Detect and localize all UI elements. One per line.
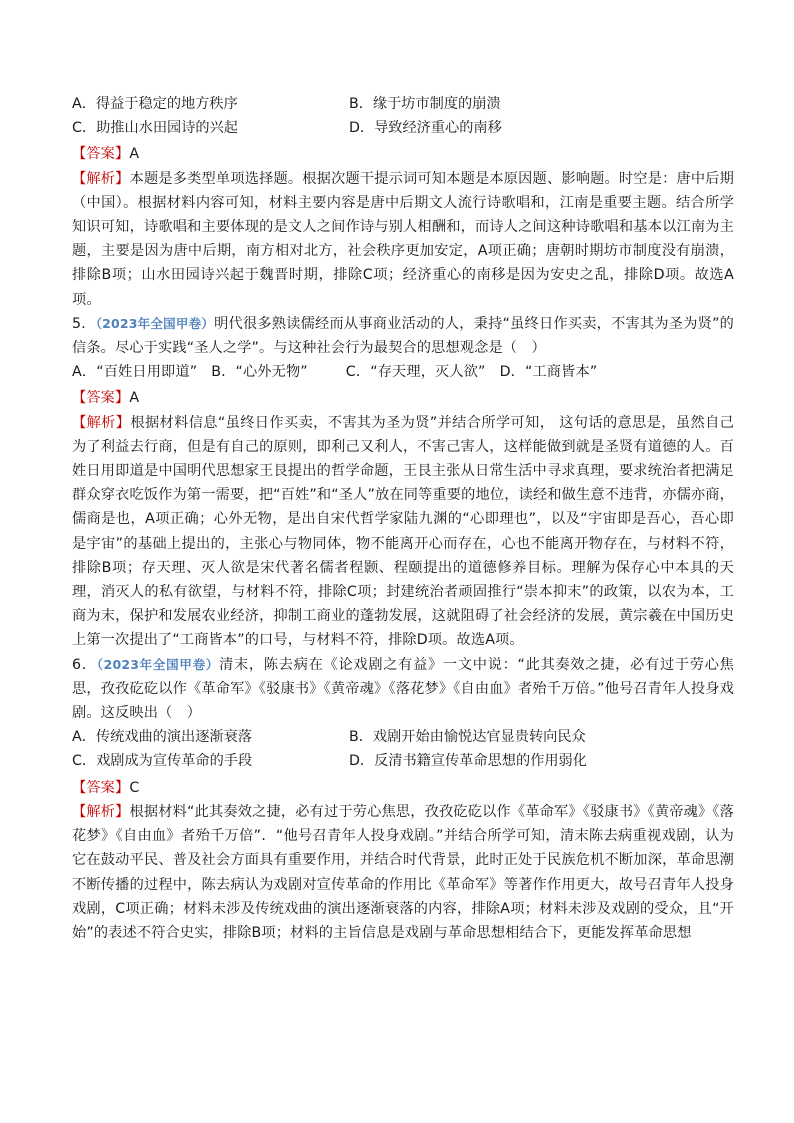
q5-answer [72, 386, 734, 410]
answer-value: A [129, 390, 140, 407]
answer-value: C [129, 779, 140, 796]
q4-options-row-1 [72, 92, 734, 116]
answer-value: A [129, 146, 140, 163]
q6-analysis [72, 800, 734, 945]
q4-analysis [72, 167, 734, 312]
question-number: 6． [72, 656, 97, 673]
analysis-tag: 【解析】 [72, 414, 131, 431]
q4-option-b: B．缘于坊市制度的崩溃 [349, 96, 501, 112]
analysis-text: 本题是多类型单项选择题。根据次题干提示词可知本题是本原因题、影响题。时空是：唐中后期（中国）。根据材料内容可知，材料主要内容是唐中后期文人流行诗歌唱和，江南是重要主题。结合所学知识可知，诗歌唱和主要体现的是文人之间作诗与别人相酬和，而诗人之间这种诗歌唱和基本以江南为主题，主要是因为唐中后期，南方相对北方，社会秩序更加安定，A项正确；唐朝时期坊市制度没有崩溃，排除B项；山水田园诗兴起于魏晋时期，排除C项；经济重心的南移是因为安史之乱，排除D项。故选A项。 [72, 170, 734, 308]
question-text: 明代很多熟读儒经而从事商业活动的人，秉持“虽终日作买卖，不害其为圣为贤”的信条。尽心于实践“圣人之学”。与这种社会行为最契合的思想观念是（ ） [72, 315, 734, 357]
question-source: （2023年全国甲卷） [96, 656, 220, 672]
q5-option-a: A．“百姓日用即道” [72, 364, 198, 381]
analysis-tag: 【解析】 [72, 170, 130, 187]
q6-stem [72, 653, 734, 726]
q6-option-c: C．戏剧成为宣传革命的手段 [72, 753, 253, 770]
q5-option-c: C．“存天理，灭人欲” [345, 364, 486, 381]
analysis-text: 根据材料“此其奏效之捷，必有过于劳心焦思，孜孜矻矻以作《革命军》《驳康书》《黄帝魂》《落花梦》《自由血》者殆千万倍”．“他号召青年人投身戏剧。”并结合所学可知，清末陈去病重视戏剧，认为它在鼓动平民、普及社会方面具有重要作用，并结合时代背景，此时正处于民族危机不断加深，革命思潮不断传播的过程中，陈去病认为戏剧对宣传革命的作用比《革命军》等著作作用更大，故号召青年人投身戏剧，C项正确；材料未涉及传统戏曲的演出逐渐衰落的内容，排除A项；材料未涉及戏剧的受众，且“开始”的表述不符合史实，排除B项；材料的主旨信息是戏剧与革命思想相结合下，更能发挥革命思想 [72, 803, 734, 941]
q6-option-a: A．传统戏曲的演出逐渐衰落 [72, 729, 252, 746]
answer-tag: 【答案】 [72, 779, 130, 796]
analysis-text: 根据材料信息“虽终日作买卖，不害其为圣为贤”并结合所学可知， 这句话的意思是，虽然自己为了利益去行商，但是有自己的原则，即利己又利人，不害己害人，这样能做到就是圣贤有道德的人。百姓日用即道是中国明代思想家王艮提出的哲学命题，王艮主张从日常生活中寻求真理，要求统治者把满足群众穿衣吃饭作为第一需要，把“百姓”和“圣人”放在同等重要的地位，读经和做生意不违背，亦儒亦商，儒商是也，A项正确；心外无物，是出自宋代哲学家陆九渊的“心即理也”，以及“宇宙即是吾心，吾心即是宇宙”的基础上提出的，主张心与物同体，物不能离开心而存在，心也不能离开物存在，与材料不符，排除B项；存天理、灭人欲是宋代著名儒者程颢、程颐提出的道德修养目标。理解为保存心中本具的天理，消灭人的私有欲望，与材料不符，排除C项；封建统治者顽固推行“崇本抑末”的政策，以农为本，工商为末，保护和发展农业经济，抑制工商业的蓬勃发展，这就阻碍了社会经济的发展，黄宗羲在中国历史上第一次提出了“工商皆本”的口号，与材料不符，排除D项。故选A项。 [72, 414, 734, 649]
answer-tag: 【答案】 [72, 146, 130, 163]
q6-options-row-1 [72, 725, 734, 749]
q4-answer [72, 142, 734, 166]
answer-tag: 【答案】 [72, 390, 130, 407]
q4-option-d: D．导致经济重心的南移 [349, 120, 502, 137]
q5-options [72, 360, 734, 384]
q4-option-a: A．得益于稳定的地方秩序 [72, 96, 238, 112]
q5-stem [72, 312, 734, 360]
question-number: 5． [72, 315, 96, 332]
q5-option-b: B．“心外无物” [211, 364, 308, 381]
question-text: 清末，陈去病在《论戏剧之有益》一文中说：“此其奏效之捷，必有过于劳心焦思，孜孜矻矻以作《革命军》《驳康书》《黄帝魂》《落花梦》《自由血》者殆千万倍。”他号召青年人投身戏剧。这反映出（ ） [72, 656, 734, 722]
q5-option-d: D．“工商皆本” [499, 364, 598, 381]
q5-analysis [72, 411, 734, 653]
q4-option-c: C．助推山水田园诗的兴起 [72, 120, 238, 137]
q6-answer [72, 776, 734, 800]
q6-option-d: D．反清书籍宣传革命思想的作用弱化 [349, 753, 587, 770]
q4-options-row-2 [72, 116, 734, 140]
question-source: （2023年全国甲卷） [95, 315, 215, 331]
document-page [72, 92, 734, 945]
analysis-tag: 【解析】 [72, 803, 130, 820]
q6-option-b: B．戏剧开始由愉悦达官显贵转向民众 [349, 729, 586, 746]
q6-options-row-2 [72, 749, 734, 773]
